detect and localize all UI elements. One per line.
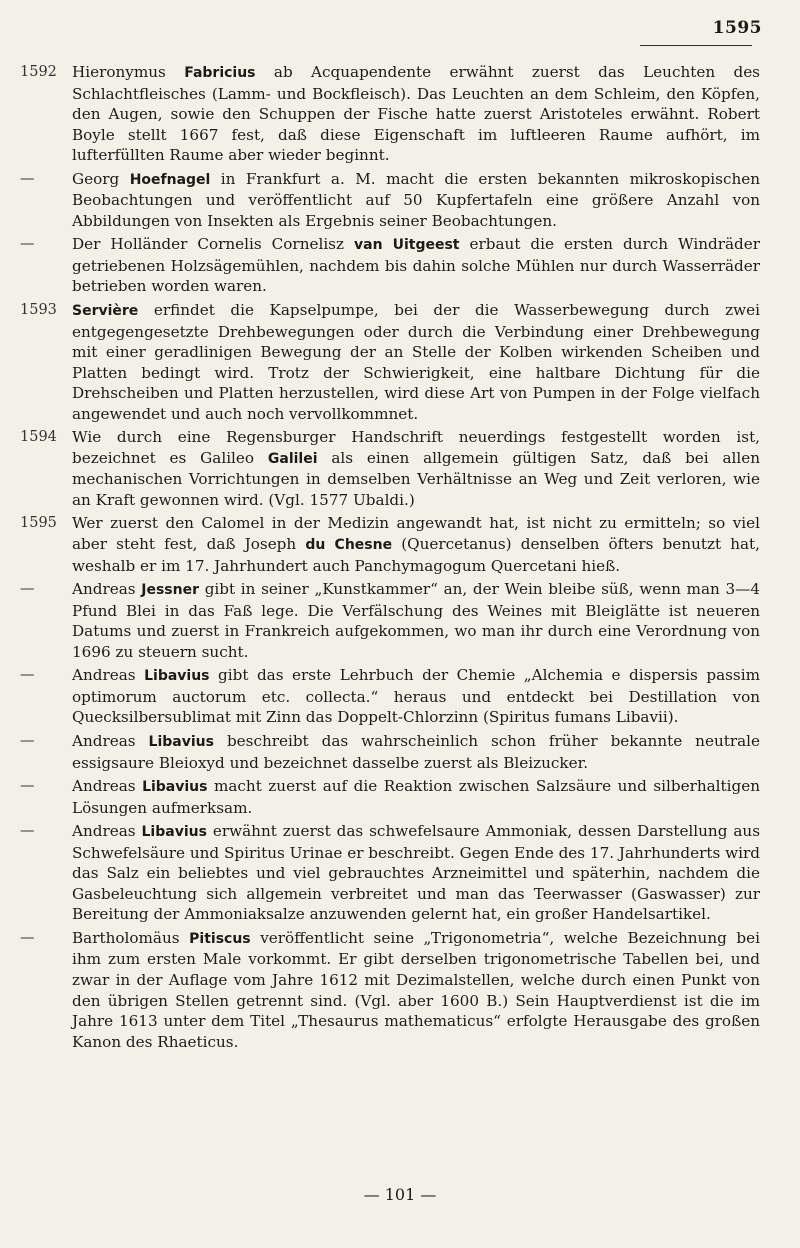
entry bbox=[18, 62, 760, 166]
entry-person-name: Pitiscus bbox=[189, 930, 251, 947]
entry-text bbox=[72, 821, 760, 925]
entry bbox=[18, 928, 760, 1052]
entry-text-post: erbaut die ersten durch Windräder getriebenen Holzsägemühlen, nachdem bis dahin solche Mühlen nur durch Wasserräder betrieben worden waren. bbox=[72, 235, 760, 296]
entry bbox=[18, 821, 760, 925]
entry bbox=[18, 665, 760, 728]
entry-text-pre: Andreas bbox=[72, 580, 142, 599]
entry-year: 1595 bbox=[20, 515, 57, 532]
entry-text-pre: Andreas bbox=[72, 731, 149, 750]
entry-text-post: ab Acquapendente erwähnt zuerst das Leuchten des Schlachtfleisches (Lamm- und Bockfleisch). Das Leuchten an dem Schleim, den Köpfen, den Augen, sowie den Schuppen der Fische hatte zuerst Aristoteles erwähnt. Robert Boyle stellt 1667 fest, daß diese Eigenschaft im luftleeren Raume aufhört, im lufterfüllten Raume aber wieder beginnt. bbox=[72, 63, 760, 165]
entry-text-post: in Frankfurt a. M. macht die ersten bekannten mikroskopischen Beobachtungen und veröffentlicht auf 50 Kupfertafeln eine größere Anzahl von Abbildungen von Insekten als Ergebnis seiner Beobachtungen. bbox=[72, 169, 761, 230]
entry-person-name: Jessner bbox=[141, 582, 200, 599]
entry-year: 1592 bbox=[20, 64, 57, 80]
entry-text-pre: Andreas bbox=[72, 822, 142, 841]
entry-text-post: als einen allgemein gültigen Satz, daß bei allen mechanischen Vorrichtungen in demselben Verhältnisse an Weg und Zeit verloren, wie an Kraft gewonnen wird. (Vgl. 1577 Ubaldi.) bbox=[72, 448, 761, 509]
entry-person-name: du Chesne bbox=[305, 537, 393, 554]
entry-person-name: Libavius bbox=[142, 779, 208, 796]
entry-person-name: Galilei bbox=[267, 450, 318, 467]
entry-year: 1594 bbox=[20, 429, 57, 446]
entry-text bbox=[72, 62, 760, 166]
entry-text-pre: Hieronymus bbox=[72, 63, 185, 81]
entry-text-pre: Georg bbox=[72, 169, 130, 188]
entry-person-name: Hoefnagel bbox=[129, 171, 211, 188]
entry-year: — bbox=[20, 778, 35, 795]
page-header-number: 1595 bbox=[712, 18, 762, 38]
entry-year: 1593 bbox=[20, 302, 57, 319]
entry-person-name: Servière bbox=[72, 303, 139, 320]
entry-text-post: veröffentlicht seine „Trigonometria“, welche Bezeichnung bei ihm zum ersten Male vorkommt. Er gibt derselben trigonometrische Tabellen bei, und zwar in der Auflage vom Jahre 1612 mit Dezimalstellen, welche durch einen Punkt von den übrigen Stellen getrennt sind. (Vgl. aber 1600 B.) Sein Hauptverdienst ist die im Jahre 1613 unter dem Titel „Thesaurus mathematicus“ erfolgte Herausgabe des großen Kanon des Rhaeticus. bbox=[72, 928, 760, 1051]
entry-text bbox=[72, 928, 760, 1052]
entry-text-post: gibt in seiner „Kunstkammer“ an, der Wein bleibe süß, wenn man 3—4 Pfund Blei in das Faß lege. Die Verfälschung des Weines mit Bleiglätte ist neueren Datums und zuerst in Frankreich aufgekommen, wo man ihr durch eine Verordnung von 1696 zu steuern sucht. bbox=[72, 580, 760, 661]
entry-text-pre: Der Holländer Cornelis Cornelisz bbox=[72, 235, 354, 254]
entry bbox=[18, 427, 760, 510]
entry-year: — bbox=[20, 929, 35, 946]
entry-text-post: erfindet die Kapselpumpe, bei der die Wasserbewegung durch zwei entgegengesetzte Drehbewegungen oder durch die Verbindung einer Drehbewegung mit einer geradlinigen Bewegung der an Stelle der Kolben wirkenden Scheiben und Platten bedingt wird. Trotz der Schwierigkeit, eine haltbare Dichtung für die Drehscheiben und Platten herzustellen, wird diese Art von Pumpen in der Folge vielfach angewendet und auch noch vervollkommnet. bbox=[72, 301, 760, 423]
entry-text bbox=[72, 776, 760, 818]
entry-year: — bbox=[20, 732, 35, 749]
entry-text-pre: Wie durch eine Regensburger Handschrift neuerdings festgestellt worden ist, bezeichnet es Galileo bbox=[72, 428, 760, 467]
entry-year: — bbox=[20, 170, 35, 187]
entry-text bbox=[72, 169, 760, 232]
entries-list bbox=[18, 62, 760, 1055]
entry-text-post: erwähnt zuerst das schwefelsaure Ammoniak, dessen Darstellung aus Schwefelsäure und Spiritus Urinae er beschreibt. Gegen Ende des 17. Jahrhunderts wird das Salz ein beliebtes und viel gebrauchtes Arzneimittel und späterhin, nachdem die Gasbeleuchtung sich allgemein verbreitet und man das Teerwasser (Gaswasser) zur Bereitung der Ammoniaksalze anzuwenden gelernt hat, ein großer Handelsartikel. bbox=[72, 822, 760, 924]
entry-text-pre: Bartholomäus bbox=[72, 928, 190, 947]
entry-text-pre: Andreas bbox=[72, 666, 145, 685]
entry-person-name: Libavius bbox=[148, 733, 214, 750]
entry-text-post: (Quercetanus) denselben öfters benutzt hat, weshalb er im 17. Jahrhundert auch Panchymagogum Quercetani hieß. bbox=[72, 535, 760, 575]
entry bbox=[18, 169, 760, 232]
entry bbox=[18, 776, 760, 818]
entry bbox=[18, 513, 760, 576]
entry-text bbox=[72, 427, 760, 510]
entry bbox=[18, 579, 760, 662]
entry-text bbox=[72, 513, 760, 576]
header-rule bbox=[640, 45, 752, 46]
entry bbox=[18, 731, 760, 773]
entry-year: — bbox=[20, 667, 35, 684]
entry-text bbox=[72, 300, 760, 424]
entry-text-pre: Andreas bbox=[72, 777, 143, 796]
entry-text bbox=[72, 731, 760, 773]
entry bbox=[18, 234, 760, 297]
entry-text-post: gibt das erste Lehrbuch der Chemie „Alchemia e dispersis passim optimorum auctorum etc. collecta.“ heraus und entdeckt bei Destillation von Quecksilbersublimat mit Zinn das Doppelt-Chlorzinn (Spiritus fumans Libavii). bbox=[72, 666, 760, 727]
entry-year: — bbox=[20, 236, 35, 253]
entry-text-post: beschreibt das wahrscheinlich schon früher bekannte neutrale essigsaure Bleioxyd und bezeichnet dasselbe zuerst als Bleizucker. bbox=[72, 731, 760, 772]
entry-text bbox=[72, 665, 760, 728]
entry bbox=[18, 300, 760, 424]
entry-person-name: van Uitgeest bbox=[354, 237, 460, 254]
entry-text-pre: Wer zuerst den Calomel in der Medizin angewandt hat, ist nicht zu ermitteln; so viel aber steht fest, daß Joseph bbox=[72, 514, 760, 554]
entry-year: — bbox=[20, 581, 35, 598]
entry-person-name: Libavius bbox=[141, 824, 207, 841]
entry-person-name: Libavius bbox=[144, 668, 210, 685]
entry-text-post: macht zuerst auf die Reaktion zwischen Salzsäure und silberhaltigen Lösungen aufmerksam. bbox=[72, 777, 760, 817]
entry-text bbox=[72, 234, 760, 297]
entry-year: — bbox=[20, 823, 35, 840]
entry-text bbox=[72, 579, 760, 662]
page-number: — 101 — bbox=[363, 1185, 437, 1204]
entry-person-name: Fabricius bbox=[184, 65, 256, 81]
